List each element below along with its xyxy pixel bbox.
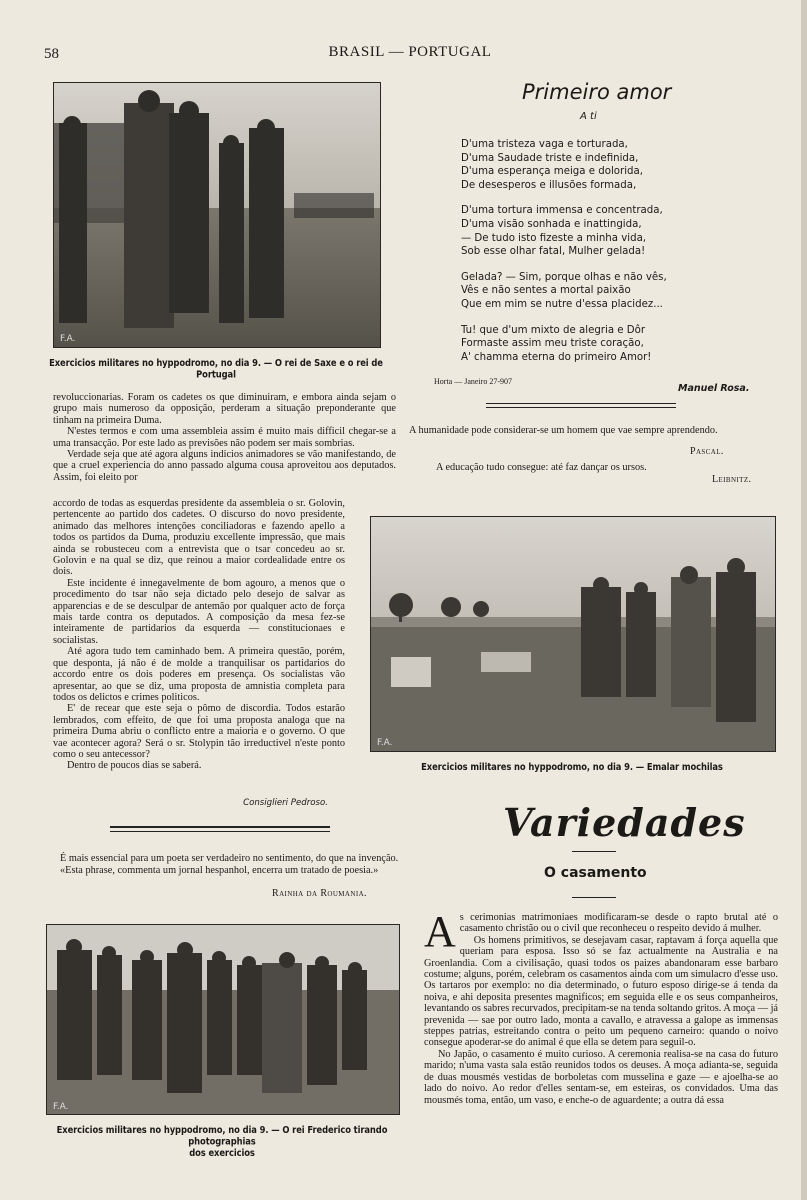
article-paragraph: Verdade seja que até agora alguns indicios animadores se vão manifestando, de que a cruel experiencia do anno passado alguma cousa aproveitou aos deputados. Assim, foi eleito por bbox=[53, 449, 396, 483]
casamento-body bbox=[424, 907, 778, 1106]
page-edge bbox=[801, 0, 807, 1200]
quote-rainha: É mais essencial para um poeta ser verdadeiro no sentimento, do que na invenção. «Esta phrase, commenta um jornal hespanhol, encerra um tratado de poesia.» bbox=[60, 853, 399, 876]
poem-author: Manuel Rosa. bbox=[678, 383, 750, 394]
photo3-caption-line: Exercicios militares no hyppodromo, no dia 9. — O rei Frederico tirando photographias bbox=[56, 1124, 388, 1147]
poem-line: Sob esse olhar fatal, Mulher gelada! bbox=[461, 246, 646, 258]
photo-emalar-mochilas bbox=[370, 516, 776, 752]
quote-pascal-author: Pascal. bbox=[690, 446, 724, 457]
poem-line: Vês e não sentes a mortal paixão bbox=[461, 285, 631, 297]
divider bbox=[110, 831, 330, 832]
divider bbox=[110, 826, 330, 828]
poem-line: Gelada? — Sim, porque olhas e não vês, bbox=[461, 271, 667, 283]
photo3-caption bbox=[40, 1124, 404, 1159]
article-paragraph: accordo de todas as esquerdas presidente da assembleia o sr. Golovin, pertencente ao partido dos cadetes. O discurso do novo presidente, animado das melhores intenções conciliadoras e fazendo apello a todos os partidos da Duma, produziu excellente impressão, que mais ainda se robusteceu com a entrevista que o tsar concedeu ao sr. Golovin e na qual se diz, que reinou a maior cordealidade entre os dois. bbox=[53, 498, 345, 578]
quote-rainha-author: Rainha da Roumania. bbox=[272, 888, 367, 899]
quote-leibnitz-author: Leibnitz. bbox=[712, 474, 752, 485]
article-title-casamento: O casamento bbox=[544, 865, 647, 881]
photo3-mark: F.A. bbox=[53, 1102, 69, 1112]
poem-line: — De tudo isto fizeste a minha vida, bbox=[461, 232, 647, 244]
article-paragraph: N'estes termos e com uma assembleia assim é muito mais difficil chegar-se a uma transacção. Por este lado as previsões não podem ser mais sombrias. bbox=[53, 426, 396, 449]
poem-line: Que em mim se nutre d'essa placidez... bbox=[461, 298, 663, 310]
article-paragraph: Dentro de poucos dias se saberá. bbox=[67, 760, 202, 772]
casamento-paragraph: No Japão, o casamento é muito curioso. A ceremonia realisa-se na casa do futuro marido; n'uma vasta sala estão reunidos todos os deuses. A moça adianta-se, seguida de duas mousmés vestidas de borboletas com musselina e gaze — e ajoelha-se ao lado do noivo. Ao redor d'elles sentam-se, em esteiras, os convidados. Uma das mousmés toma, então, um vaso, e enche-o de aguardente; a outra dá essa bbox=[424, 1048, 778, 1106]
dropcap: A bbox=[424, 907, 456, 956]
article-paragraph: Até agora tudo tem caminhado bem. A primeira questão, porém, que desponta, já não é de molde a tranquilisar os partidarios do accordo entre os dois poderes em presença. Os socialistas vão apresentar, ao que se diz, uma proposta de amnistia completa para todos os delictos e crimes politicos. bbox=[53, 646, 345, 703]
poem-line: De desesperos e illusões formada, bbox=[461, 179, 637, 191]
article-signature: Consiglieri Pedroso. bbox=[243, 798, 328, 808]
page-number: 58 bbox=[44, 46, 59, 62]
photo1-caption: Exercicios militares no hyppodromo, no dia 9. — O rei de Saxe e o rei de Portugal bbox=[49, 357, 383, 380]
poem-line: D'uma tortura immensa e concentrada, bbox=[461, 205, 663, 217]
photo1-mark: F.A. bbox=[60, 334, 76, 344]
poem-place-date: Horta — Janeiro 27-907 bbox=[434, 377, 512, 386]
divider bbox=[486, 407, 676, 408]
article-paragraph: revoluccionarias. Foram os cadetes os que diminuiram, e embora ainda sejam o grupo mais numeroso da opposição, perderam a situação preponderante que tinham na primeira Duma. bbox=[53, 392, 396, 426]
poem-stanza-1 bbox=[461, 138, 751, 192]
photo-kings-saxony-portugal bbox=[53, 82, 381, 348]
poem-line: D'uma esperança meiga e dolorida, bbox=[461, 166, 643, 178]
section-title-variedades: Variedades bbox=[503, 800, 746, 845]
poem-line: D'uma visão sonhada e inattingida, bbox=[461, 218, 642, 230]
running-title: BRASIL — PORTUGAL bbox=[328, 44, 492, 60]
photo-rei-frederico bbox=[46, 924, 400, 1115]
quote-leibnitz: A educação tudo consegue: até faz dançar os ursos. bbox=[436, 462, 647, 473]
poem-line: Formaste assim meu triste coração, bbox=[461, 338, 644, 350]
poem-title: Primeiro amor bbox=[522, 80, 672, 104]
poem-dedication: A ti bbox=[580, 111, 597, 122]
divider bbox=[486, 403, 676, 404]
divider bbox=[572, 851, 616, 852]
article-part-1 bbox=[53, 392, 396, 483]
quote-pascal: A humanidade pode considerar-se um homem que vae sempre aprendendo. bbox=[409, 425, 718, 436]
article-part-2 bbox=[53, 498, 345, 772]
photo2-caption: Exercicios militares no hyppodromo, no dia 9. — Emalar mochilas bbox=[421, 761, 723, 773]
poem-line: A' chamma eterna do primeiro Amor! bbox=[461, 351, 652, 363]
casamento-lead: As cerimonias matrimoniaes modificaram-se desde o rapto brutal até o casamento christão ou o civil que reconheceu o respeito devido á mulher. bbox=[424, 907, 778, 956]
poem-stanza-2 bbox=[461, 204, 751, 258]
poem-stanza-4 bbox=[461, 324, 751, 365]
article-paragraph: E' de recear que este seja o pômo de discordia. Todos estarão lembrados, com effeito, de que foi uma proposta analoga que na primeira Duma abriu o conflicto entre a maioria e o governo. O que vae acontecer agora? Será o sr. Stolypin tão irreductivel n'este ponto como o seu antecessor? bbox=[53, 703, 345, 760]
casamento-paragraph: Os homens primitivos, se desejavam casar, raptavam á força aquella que queriam para esposa. Isso só se faz actualmente na Australia e na Groenlandia. Com a civilisação, quasi todos os paizes abandonaram esse barbaro costume; alguns, porém, celebram os casamentos ainda com um simulacro d'esse uso. Os tartaros por exemplo: no dia determinado, o futuro esposo dirige-se á tenda da noiva, e ahi deposita presentes magnificos; em seguida elle e os seus companheiros, levantando os sabres recurvados, precipitam-se na tenda soltando gritos. A moça — já prevenida — sae por outro lado, monta a cavallo, e atravessa a galope as immensas steppes patrias, estreitando contra o peito um pequeno carneiro: quando o noivo consegue apoderar-se do animal é que ella se detem para seguil-o. bbox=[424, 934, 778, 1049]
photo2-mark: F.A. bbox=[377, 738, 393, 748]
poem-stanza-3 bbox=[461, 271, 751, 312]
article-paragraph: Este incidente é innegavelmente de bom agouro, a menos que o procedimento do tsar não seja dictado pelo desejo de salvar as apparencias e de se desculpar de antemão por qualquer acto de força mais tarde contra os deputados. A composição da mesa fez-se inteiramente de partidarios da esquerda — constitucionaes e socialistas. bbox=[53, 577, 345, 646]
poem-line: Tu! que d'um mixto de alegria e Dôr bbox=[461, 324, 646, 336]
divider bbox=[572, 897, 616, 898]
poem-line: D'uma tristeza vaga e torturada, bbox=[461, 139, 628, 150]
poem-body bbox=[461, 138, 751, 376]
photo3-caption-line: dos exercicios bbox=[189, 1147, 255, 1159]
poem-line: D'uma Saudade triste e indefinida, bbox=[461, 152, 639, 164]
